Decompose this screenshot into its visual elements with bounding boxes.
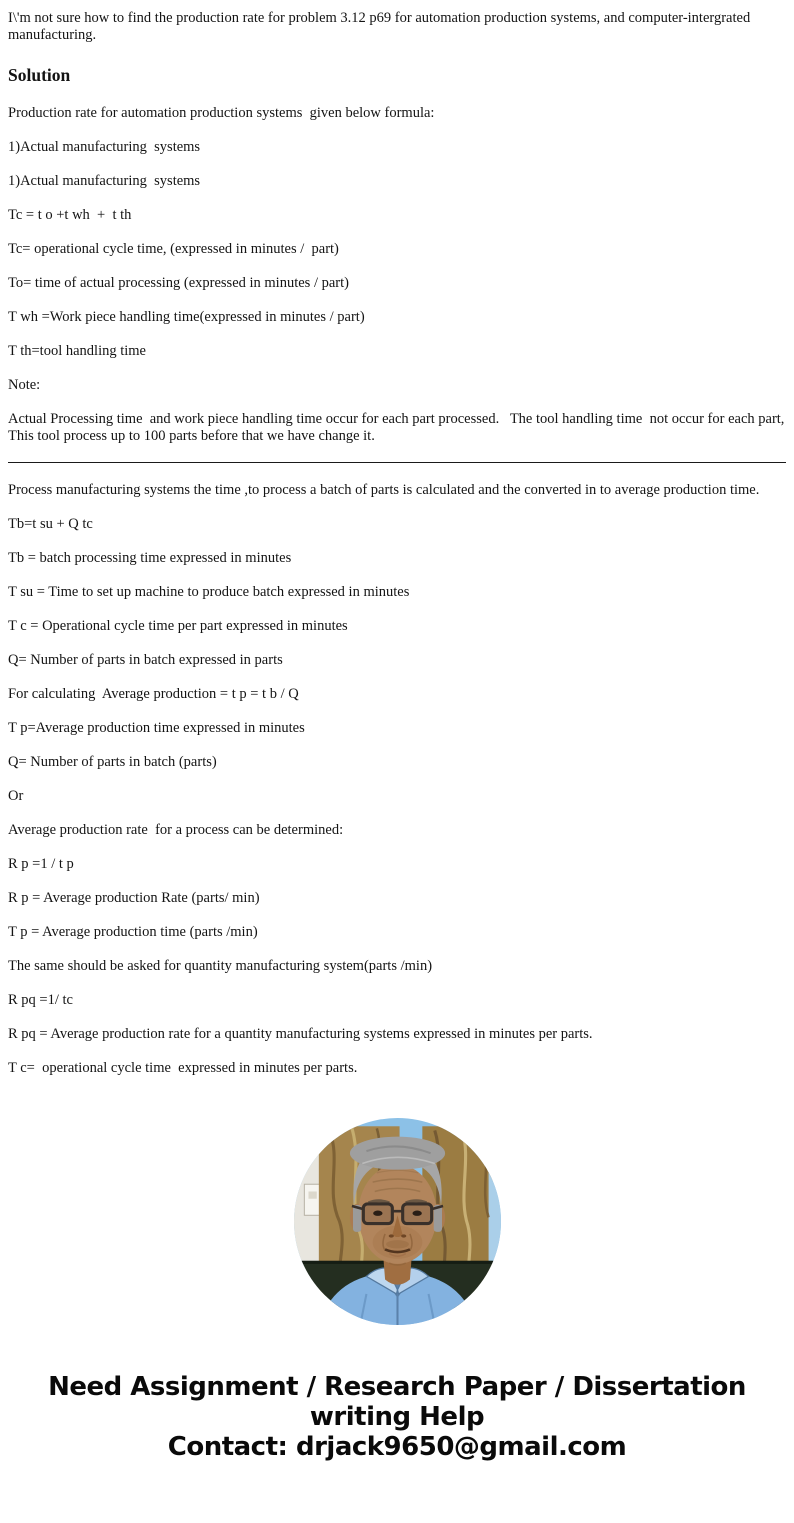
paragraph: Note: (8, 377, 41, 393)
paragraph: Tb=t su + Q tc (8, 516, 93, 532)
paragraph: T p = Average production time (parts /min) (8, 924, 258, 940)
paragraph: Average production rate for a process can be determined: (8, 822, 344, 838)
paragraph: R pq =1/ tc (8, 992, 73, 1008)
paragraph: The same should be asked for quantity manufacturing system(parts /min) (8, 958, 433, 974)
paragraph: For calculating Average production = t p = t b / Q (8, 686, 299, 702)
paragraph: To= time of actual processing (expressed in minutes / part) (8, 275, 349, 291)
footer-line-2: writing Help (309, 1402, 485, 1432)
paragraph: Or (8, 788, 24, 804)
paragraph: Q= Number of parts in batch expressed in parts (8, 652, 283, 668)
paragraph: R p = Average production Rate (parts/ min) (8, 890, 260, 906)
solution-part-2 (8, 482, 786, 1077)
paragraph: T c = Operational cycle time per part expressed in minutes (8, 618, 348, 634)
footer-line-1: Need Assignment / Research Paper / Dissertation (48, 1372, 746, 1402)
tutor-portrait-photo-icon (294, 1118, 501, 1325)
paragraph: T th=tool handling time (8, 343, 146, 359)
paragraph: Actual Processing time and work piece handling time occur for each part processed. The tool handling time not occur for each part, This tool process up to 100 parts before that we have change it. (8, 411, 788, 444)
paragraph: 1)Actual manufacturing systems (8, 139, 201, 155)
question-text: I\'m not sure how to find the production rate for problem 3.12 p69 for automation production systems, and computer-intergrated manufacturing. (8, 10, 754, 43)
tutor-photo-container (8, 1118, 786, 1325)
paragraph: R pq = Average production rate for a quantity manufacturing systems expressed in minutes per parts. (8, 1026, 593, 1042)
paragraph: T su = Time to set up machine to produce batch expressed in minutes (8, 584, 410, 600)
solution-part-1 (8, 105, 786, 445)
paragraph: Tc= operational cycle time, (expressed in minutes / part) (8, 241, 339, 257)
paragraph: Tb = batch processing time expressed in minutes (8, 550, 292, 566)
paragraph: Process manufacturing systems the time ,to process a batch of parts is calculated and the converted in to average production time. (8, 482, 760, 498)
section-divider (8, 462, 786, 463)
paragraph: Tc = t o +t wh + t th (8, 207, 132, 223)
paragraph: Q= Number of parts in batch (parts) (8, 754, 217, 770)
solution-heading: Solution (8, 65, 71, 85)
footer-banner (8, 1372, 786, 1491)
paragraph: Production rate for automation production systems given below formula: (8, 105, 435, 121)
paragraph: T c= operational cycle time expressed in minutes per parts. (8, 1060, 358, 1076)
paragraph: 1)Actual manufacturing systems (8, 173, 201, 189)
paragraph: R p =1 / t p (8, 856, 74, 872)
footer-line-3: Contact: drjack9650@gmail.com (167, 1432, 627, 1462)
paragraph: T wh =Work piece handling time(expressed in minutes / part) (8, 309, 365, 325)
paragraph: T p=Average production time expressed in minutes (8, 720, 305, 736)
